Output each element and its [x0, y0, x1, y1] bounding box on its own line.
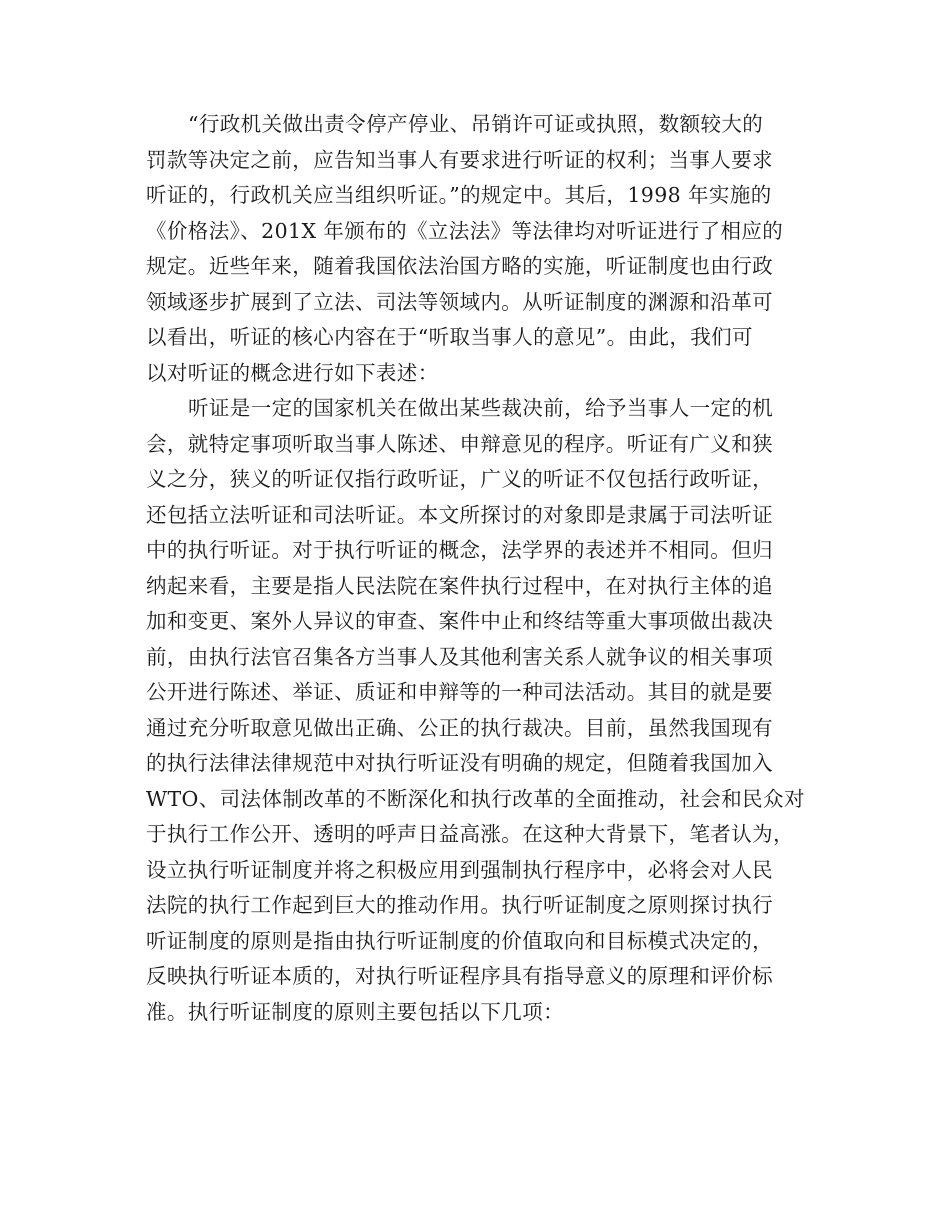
text-line: 规定。近些年来，随着我国依法治国方略的实施，听证制度也由行政 [146, 254, 773, 278]
text-line: WTO、司法体制改革的不断深化和执行改革的全面推动，社会和民众对 [146, 786, 805, 811]
document-body [146, 107, 805, 1030]
text-line: 义之分，狭义的听证仅指行政听证，广义的听证不仅包括行政听证， [146, 467, 773, 491]
text-line: 反映执行听证本质的，对执行听证程序具有指导意义的原理和评价标 [146, 964, 773, 988]
text-line: 前，由执行法官召集各方当事人及其他利害关系人就争议的相关事项 [146, 644, 773, 669]
text-line: 公开进行陈述、举证、质证和申辩等的一种司法活动。其目的就是要 [146, 680, 773, 704]
text-line: 的执行法律法律规范中对执行听证没有明确的规定，但随着我国加入 [146, 751, 773, 775]
text-line: 通过充分听取意见做出正确、公正的执行裁决。目前，虽然我国现有 [146, 715, 773, 740]
text-line: 纳起来看，主要是指人民法院在案件执行过程中，在对执行主体的追 [146, 573, 773, 598]
text-line: 设立执行听证制度并将之积极应用到强制执行程序中，必将会对人民 [146, 857, 773, 882]
text-line: 于执行工作公开、透明的呼声日益高涨。在这种大背景下，笔者认为， [146, 822, 794, 846]
text-line: 加和变更、案外人异议的审查、案件中止和终结等重大事项做出裁决 [146, 609, 773, 633]
text-line: 准。执行听证制度的原则主要包括以下几项： [146, 999, 564, 1024]
text-line: 法院的执行工作起到巨大的推动作用。执行听证制度之原则探讨执行 [146, 893, 773, 917]
paragraph-2 [146, 391, 805, 1030]
text-line: 以对听证的概念进行如下表述： [146, 360, 439, 385]
paragraph-1 [146, 107, 796, 391]
text-line: 听证制度的原则是指由执行听证制度的价值取向和目标模式决定的， [146, 928, 773, 953]
text-line: “行政机关做出责令停产停业、吊销许可证或执照，数额较大的 [188, 112, 764, 136]
text-line: 会，就特定事项听取当事人陈述、申辩意见的程序。听证有广义和狭 [146, 431, 773, 456]
text-line: 罚款等决定之前，应告知当事人有要求进行听证的权利；当事人要求 [146, 147, 773, 172]
text-line: 还包括立法听证和司法听证。本文所探讨的对象即是隶属于司法听证 [146, 502, 773, 527]
text-line: 《价格法》、201X 年颁布的《立法法》等法律均对听证进行了相应的 [146, 218, 784, 243]
text-line: 听证的，行政机关应当组织听证。”的规定中。其后，1998 年实施的 [146, 183, 772, 207]
text-line: 领域逐步扩展到了立法、司法等领域内。从听证制度的渊源和沿革可 [146, 289, 773, 314]
text-line: 中的执行听证。对于执行听证的概念，法学界的表述并不相同。但归 [146, 538, 773, 562]
text-line: 以看出，听证的核心内容在于“听取当事人的意见”。由此，我们可 [146, 325, 753, 349]
text-line: 听证是一定的国家机关在做出某些裁决前，给予当事人一定的机 [188, 396, 774, 420]
